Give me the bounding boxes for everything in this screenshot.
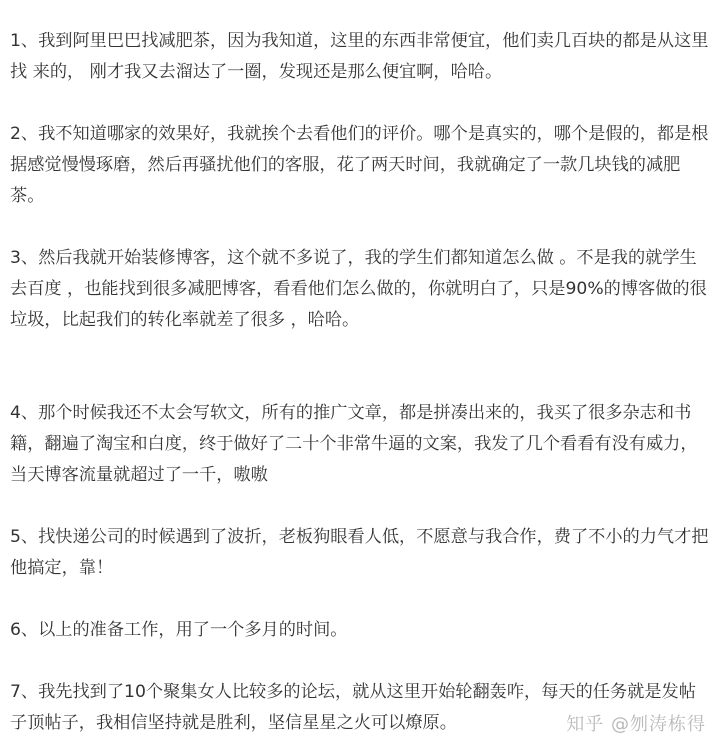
paragraph-spacer <box>10 584 710 615</box>
paragraph-spacer <box>10 646 710 677</box>
paragraph-5: 5、找快递公司的时候遇到了波折，老板狗眼看人低，不愿意与我合作，费了不小的力气才把他搞定，靠！ <box>10 527 709 578</box>
article-body <box>10 26 710 739</box>
paragraph-3: 3、然后我就开始装修博客，这个就不多说了，我的学生们都知道怎么做 。不是我的就学生去百度 ，也能找到很多减肥博客，看看他们怎么做的，你就明白了，只是90%的博客做的很垃圾，比起我们的转化率就差了很多 ，哈哈。 <box>10 248 707 330</box>
paragraph-1: 1、我到阿里巴巴找减肥茶，因为我知道，这里的东西非常便宜，他们卖几百块的都是从这里找 来的， 刚才我又去溜达了一圈，发现还是那么便宜啊，哈哈。 <box>10 31 709 82</box>
paragraph-4: 4、那个时候我还不太会写软文，所有的推广文章，都是拼凑出来的，我买了很多杂志和书籍，翻遍了淘宝和白度，终于做好了二十个非常牛逼的文案，我发了几个看看有没有威力，当天博客流量就超过了一千，嗷嗷 <box>10 403 698 485</box>
paragraph-6: 6、以上的准备工作，用了一个多月的时间。 <box>10 620 348 640</box>
paragraph-2: 2、我不知道哪家的效果好，我就挨个去看他们的评价。哪个是真实的，哪个是假的，都是根据感觉慢慢琢磨，然后再骚扰他们的客服，花了两天时间，我就确定了一款几块钱的减肥茶。 <box>10 124 709 206</box>
paragraph-spacer <box>10 491 710 522</box>
paragraph-spacer <box>10 88 710 119</box>
paragraph-spacer <box>10 336 710 398</box>
paragraph-7: 7、我先找到了10个聚集女人比较多的论坛，就从这里开始轮翻轰咋，每天的任务就是发帖子顶帖子，我相信坚持就是胜利，坚信星星之火可以燎原。 <box>10 682 696 733</box>
zhihu-watermark: 知乎 @刎涛栋得 <box>566 714 706 735</box>
paragraph-spacer <box>10 212 710 243</box>
